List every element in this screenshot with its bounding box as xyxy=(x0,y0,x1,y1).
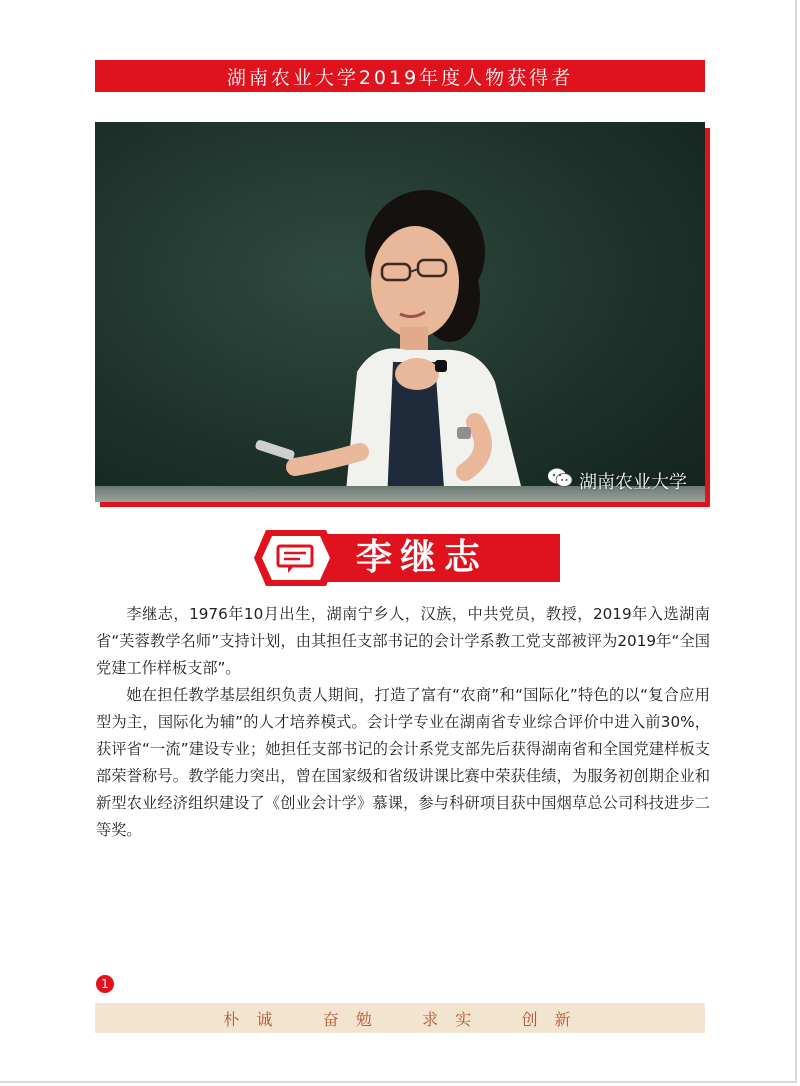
wechat-icon xyxy=(547,467,573,494)
bio-paragraph-2: 她在担任教学基层组织负责人期间，打造了富有“农商”和“国际化”特色的以“复合应用型为主，国际化为辅”的人才培养模式。会计学专业在湖南省专业综合评价中进入前30%，获评省“一流”建设专业；她担任支部书记的会计系党支部先后获得湖南省和全国党建样板支部荣誉称号。教学能力突出，曾在国家级和省级讲课比赛中荣获佳绩，为服务初创期企业和新型农业经济组织建设了《创业会计学》慕课，参与科研项目获中国烟草总公司科技进步二等奖。 xyxy=(96,686,710,839)
page-title: 湖南农业大学2019年度人物获得者 xyxy=(226,66,574,89)
footer-motto: 朴 诚 奋 勉 求 实 创 新 xyxy=(223,1009,577,1029)
biography xyxy=(96,601,710,844)
portrait-illustration xyxy=(95,122,705,502)
portrait-photo xyxy=(95,122,705,502)
header-bar xyxy=(95,60,705,92)
footer-bar xyxy=(95,1003,705,1033)
watermark-text: 湖南农业大学 xyxy=(579,471,687,493)
person-name: 李继志 xyxy=(356,537,489,578)
watermark xyxy=(547,467,687,494)
page-number: 1 xyxy=(96,975,114,993)
speech-bubble-icon xyxy=(248,528,338,588)
bio-paragraph-1: 李继志，1976年10月出生，湖南宁乡人，汉族，中共党员，教授，2019年入选湖南省“芙蓉教学名师”支持计划，由其担任支部书记的会计学系教工党支部被评为2019年“全国党建工作样板支部”。 xyxy=(96,605,710,677)
name-banner xyxy=(238,528,560,588)
